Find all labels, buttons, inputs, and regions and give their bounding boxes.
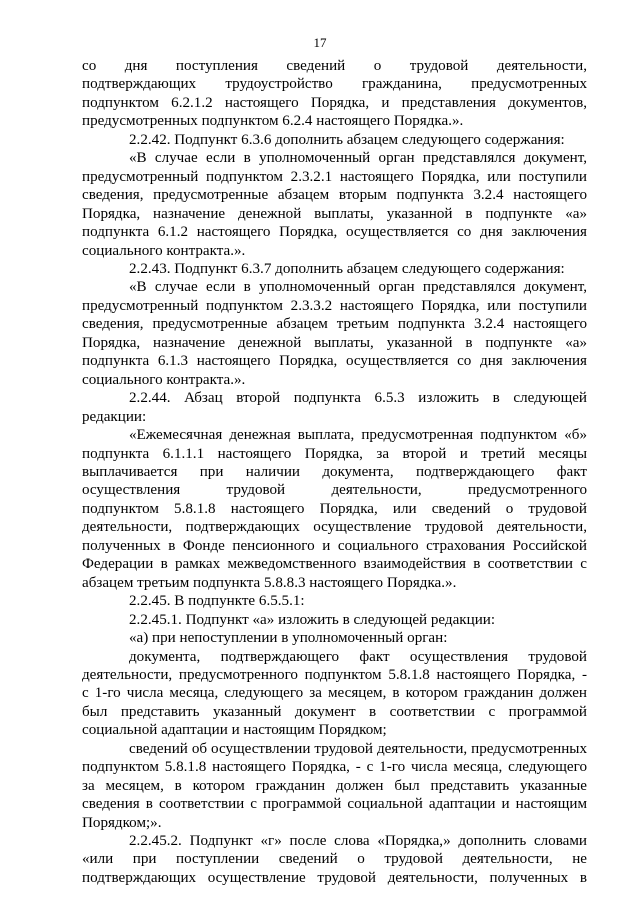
text-line: со дня поступления сведений о трудовой деятельности, [82, 58, 587, 74]
text-line: «Ежемесячная денежная выплата, предусмотренная подпунктом «б» [129, 427, 587, 444]
text-line: подпунктом 5.8.1.8 настоящего Порядка, или сведений о трудовой [82, 500, 587, 517]
text-line: абзацем третьим подпункта 5.8.8.3 настоящего Порядка.». [82, 574, 457, 591]
text-line: «В случае если в уполномоченный орган представлялся документ, [129, 279, 587, 296]
text-line: полученных в Фонде пенсионного и социального страхования Российской [82, 537, 587, 554]
text-line: предусмотренный подпунктом 2.3.3.2 настоящего Порядка, или поступили [82, 297, 587, 314]
text-line: подпункта 6.1.2 настоящего Порядка, осуществляется со дня заключения [82, 224, 587, 241]
text-line: социального контракта.». [82, 242, 246, 259]
text-line: сведений об осуществлении трудовой деятельности, предусмотренных [129, 740, 587, 757]
text-line: выплачивается при наличии документа, подтверждающего факт [82, 463, 587, 480]
text-line: сведения, предусмотренные абзацем вторым подпункта 3.2.4 настоящего [82, 187, 587, 204]
text-line: сведения, предусмотренные абзацем третьим подпункта 3.2.4 настоящего [82, 316, 587, 333]
text-line: «В случае если в уполномоченный орган представлялся документ, [129, 150, 587, 167]
text-line: Порядка, назначение денежной выплаты, указанной в подпункте «а» [82, 334, 587, 351]
text-line: деятельности, предусмотренного подпунктом 5.8.1.8 настоящего Порядка, - [82, 666, 587, 683]
text-line: подпунктом 6.2.1.2 настоящего Порядка, и представления документов, [82, 94, 587, 111]
text-line: Федерации в рамках межведомственного взаимодействия в соответствии с [82, 556, 587, 573]
text-line: 2.2.44. Абзац второй подпункта 6.5.3 изложить в следующей [129, 390, 587, 407]
text-line: «или при поступлении сведений о трудовой деятельности, не [82, 851, 587, 868]
text-line: сведения в соответствии с программой социальной адаптации и настоящим [82, 796, 587, 813]
text-line: 2.2.45.1. Подпункт «а» изложить в следующей редакции: [129, 611, 496, 628]
document-body [82, 57, 587, 887]
text-line: 2.2.45. В подпункте 6.5.5.1: [129, 593, 305, 610]
text-line: подпунктом 5.8.1.8 настоящего Порядка, - с 1-го числа месяца, следующего [82, 759, 587, 776]
text-line: Порядка, назначение денежной выплаты, указанной в подпункте «а» [82, 205, 587, 222]
text-line: подпункта 6.1.1.1 настоящего Порядка, за второй и третий месяцы [82, 445, 587, 462]
text-line: документа, подтверждающего факт осуществления трудовой [129, 648, 587, 665]
text-line: Порядком;». [82, 814, 162, 831]
text-line: осуществления трудовой деятельности, предусмотренного [82, 482, 587, 499]
text-line: предусмотренных подпунктом 6.2.4 настоящего Порядка.». [82, 113, 464, 130]
text-line: предусмотренный подпунктом 2.3.2.1 настоящего Порядка, или поступили [82, 168, 587, 185]
text-line: социального контракта.». [82, 371, 246, 388]
text-line: 2.2.42. Подпункт 6.3.6 дополнить абзацем следующего содержания: [129, 131, 565, 148]
text-line: подтверждающих трудоустройство гражданина, предусмотренных [82, 76, 587, 93]
text-line: с 1-го числа месяца, следующего за месяцем, в котором гражданин должен [82, 685, 587, 702]
text-line: «а) при непоступлении в уполномоченный орган: [129, 630, 448, 647]
text-line: подтверждающих осуществление трудовой деятельности, полученных в [82, 869, 587, 886]
text-line: редакции: [82, 408, 147, 425]
text-line: 2.2.45.2. Подпункт «г» после слова «Порядка,» дополнить словами [129, 833, 587, 850]
text-line: за месяцем, в котором гражданин должен был представить указанные [82, 777, 587, 794]
text-line: был представить указанный документ в соответствии с программой [82, 703, 587, 720]
text-line: деятельности, подтверждающих осуществление трудовой деятельности, [82, 519, 587, 536]
text-line: подпункта 6.1.3 настоящего Порядка, осуществляется со дня заключения [82, 353, 587, 370]
text-line: 2.2.43. Подпункт 6.3.7 дополнить абзацем следующего содержания: [129, 260, 565, 277]
page-number: 17 [313, 35, 327, 50]
text-line: социальной адаптации и настоящим Порядком; [82, 722, 387, 739]
